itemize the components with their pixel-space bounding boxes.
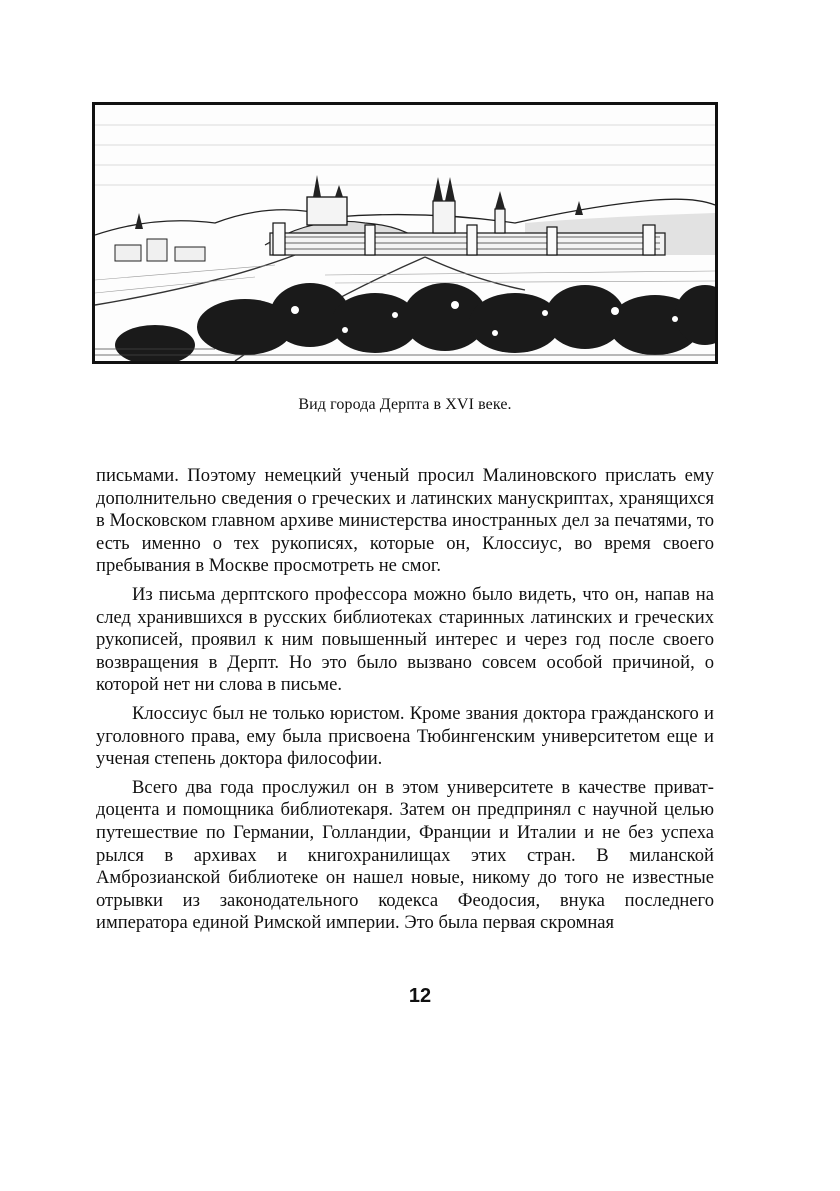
body-text [96, 465, 714, 941]
paragraph: Всего два года прослужил он в этом университете в качестве приват-доцента и помощника библиотекаря. Затем он предпринял с научной целью путешествие по Германии, Голландии, Франции и Италии и не без успеха рылся в архивах и книгохранилищах этих стран. В миланской Амброзианской библиотеке он нашел новые, никому до того не известные отрывки из законодательного кодекса Феодосия, внука последнего императора единой Римской империи. Это была первая скромная [96, 776, 714, 934]
paragraph: Из письма дерптского профессора можно было видеть, что он, напав на след хранившихся в русских библиотеках старинных латинских и греческих рукописей, проявил к ним повышенный интерес и через год после своего возвращения в Дерпт. Но это было вызвано совсем особой причиной, о которой нет ни слова в письме. [96, 583, 714, 696]
paragraph: письмами. Поэтому немецкий ученый просил Малиновского прислать ему дополнительно сведения о греческих и латинских манускриптах, хранящихся в Московском главном архиве министерства иностранных дел за печатями, то есть именно о тех рукописях, которые он, Клоссиус, во время своего пребывания в Москве просмотреть не смог. [96, 465, 714, 577]
figure-caption: Вид города Дерпта в XVI веке. [298, 396, 512, 413]
page-number: 12 [408, 985, 432, 1007]
engraving-illustration [92, 102, 718, 364]
derpt-city-view-engraving [95, 105, 715, 361]
paragraph: Клоссиус был не только юристом. Кроме звания доктора гражданского и уголовного права, ему была присвоена Тюбингенским университетом еще и ученая степень доктора философии. [96, 702, 714, 770]
